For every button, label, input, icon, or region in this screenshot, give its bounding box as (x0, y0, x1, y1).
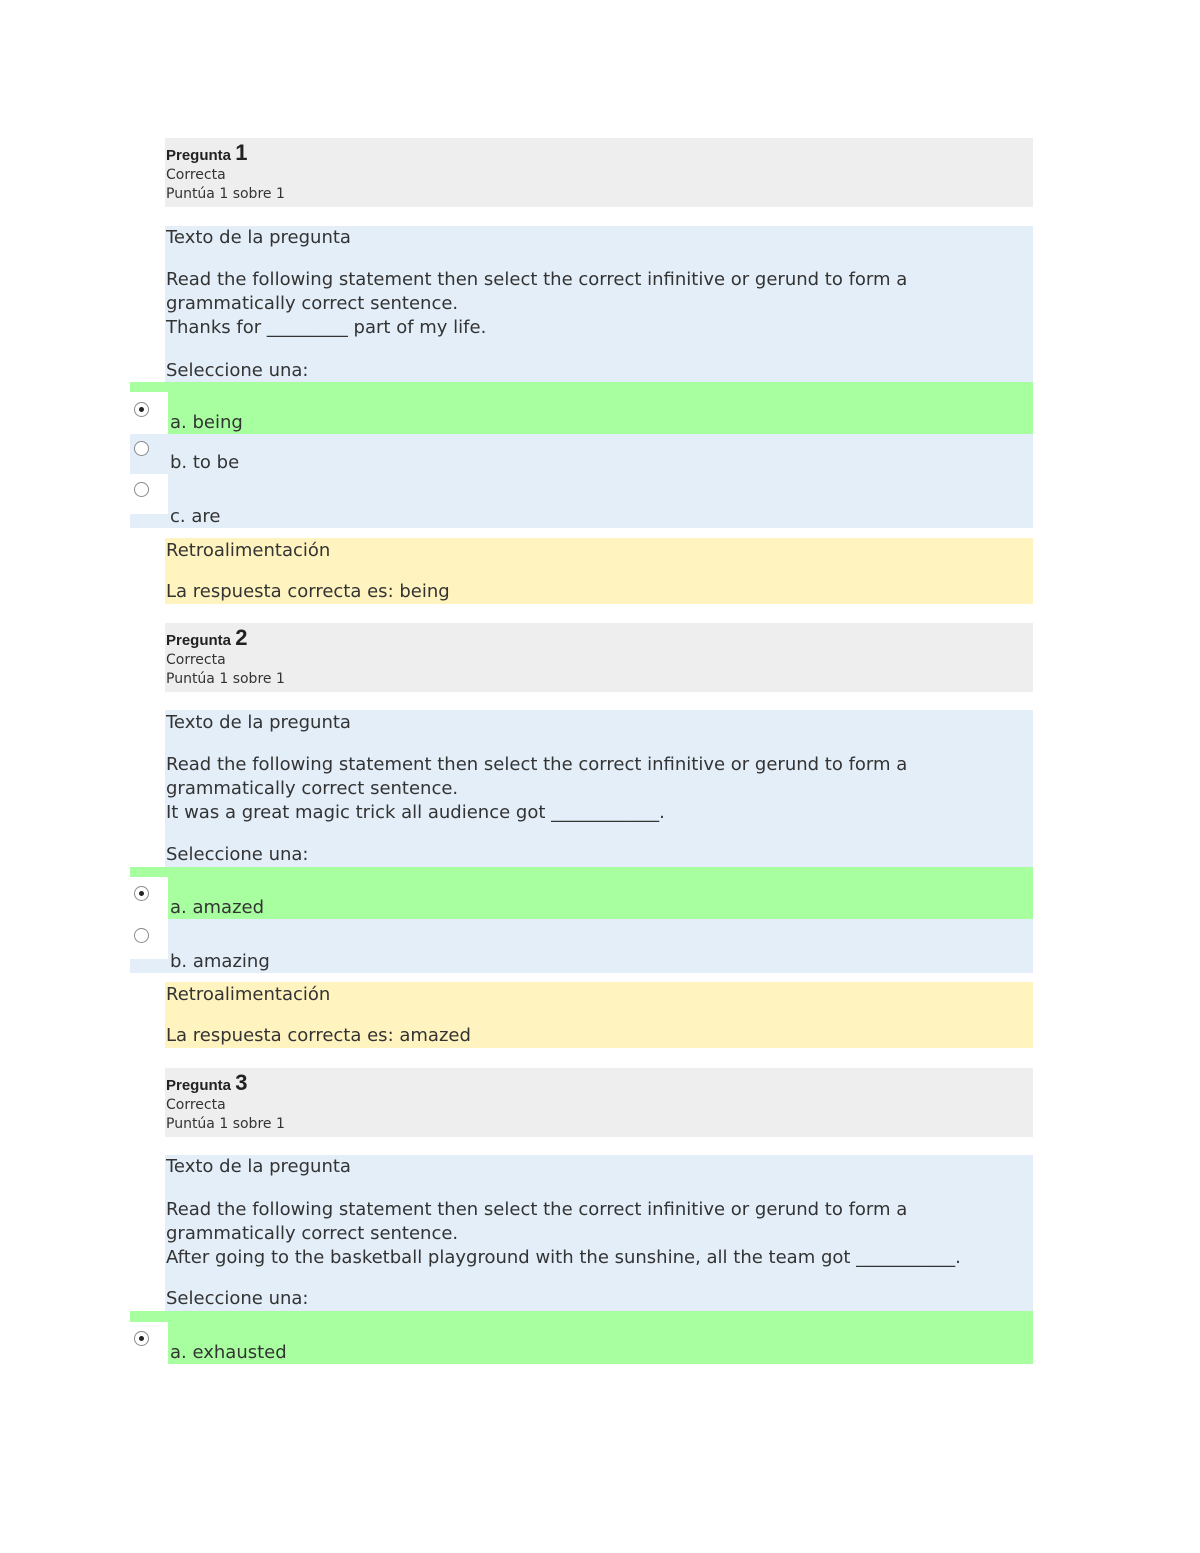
question-text (166, 268, 1026, 340)
question-grade: Puntúa 1 sobre 1 (166, 186, 285, 202)
answer-option-b[interactable] (130, 434, 1033, 474)
question-label: Pregunta (166, 632, 232, 649)
question-state: Correcta (166, 652, 226, 668)
answer-option-a[interactable] (130, 867, 1033, 919)
question-1-info (165, 138, 1033, 207)
question-grade: Puntúa 1 sobre 1 (166, 1116, 285, 1132)
radio-cell (130, 392, 168, 434)
radio-cell (130, 877, 168, 919)
question-number (166, 1072, 1033, 1096)
question-1-feedback (165, 538, 1033, 604)
question-number-value: 1 (235, 140, 248, 165)
question-2-info (165, 623, 1033, 692)
radio-cell (130, 919, 168, 959)
question-1-formulation (165, 226, 1033, 382)
question-1-answers (130, 382, 1033, 528)
question-grade: Puntúa 1 sobre 1 (166, 671, 285, 687)
question-instruction: Read the following statement then select the correct infinitive or gerund to form a grammatically correct sentence. (166, 754, 908, 799)
question-sentence: After going to the basketball playground with the sunshine, all the team got ___________. (166, 1247, 961, 1268)
question-number-value: 3 (235, 1070, 248, 1095)
select-one-label: Seleccione una: (166, 360, 309, 381)
select-one-label: Seleccione una: (166, 844, 309, 865)
question-number (166, 142, 1033, 166)
question-number-value: 2 (235, 625, 248, 650)
question-label: Pregunta (166, 1077, 232, 1094)
question-instruction: Read the following statement then select the correct infinitive or gerund to form a grammatically correct sentence. (166, 1199, 908, 1244)
question-instruction: Read the following statement then select the correct infinitive or gerund to form a grammatically correct sentence. (166, 269, 908, 314)
question-state: Correcta (166, 1097, 226, 1113)
question-3-formulation (165, 1155, 1033, 1311)
radio-cell (130, 474, 168, 514)
answer-option-label: a. exhausted (170, 1342, 287, 1363)
feedback-text: La respuesta correcta es: amazed (166, 1025, 471, 1046)
feedback-title: Retroalimentación (166, 984, 331, 1005)
answer-option-a[interactable] (130, 382, 1033, 434)
question-3-answers (130, 1311, 1033, 1364)
question-2-feedback (165, 982, 1033, 1048)
answer-option-label: a. amazed (170, 897, 265, 918)
radio-cell (130, 1322, 168, 1364)
radio-checked-icon[interactable] (134, 402, 149, 417)
answer-option-label: a. being (170, 412, 243, 433)
answer-option-label: b. to be (170, 452, 240, 473)
radio-unchecked-icon[interactable] (134, 928, 149, 943)
question-sentence: Thanks for _________ part of my life. (166, 317, 487, 338)
question-state: Correcta (166, 167, 226, 183)
answer-option-c[interactable] (130, 474, 1033, 528)
question-sentence: It was a great magic trick all audience got ____________. (166, 802, 665, 823)
question-number (166, 627, 1033, 651)
question-text-label: Texto de la pregunta (166, 227, 351, 248)
answer-option-label: c. are (170, 506, 221, 527)
answer-option-a[interactable] (130, 1311, 1033, 1364)
radio-checked-icon[interactable] (134, 886, 149, 901)
question-2-answers (130, 867, 1033, 973)
radio-checked-icon[interactable] (134, 1331, 149, 1346)
radio-unchecked-icon[interactable] (134, 441, 149, 456)
question-text-label: Texto de la pregunta (166, 712, 351, 733)
question-text (166, 753, 1026, 825)
question-2-formulation (165, 710, 1033, 867)
question-3-info (165, 1068, 1033, 1137)
question-text-label: Texto de la pregunta (166, 1156, 351, 1177)
answer-option-label: b. amazing (170, 951, 270, 972)
answer-option-b[interactable] (130, 919, 1033, 973)
question-text (166, 1198, 1026, 1270)
select-one-label: Seleccione una: (166, 1288, 309, 1309)
feedback-text: La respuesta correcta es: being (166, 581, 450, 602)
radio-unchecked-icon[interactable] (134, 482, 149, 497)
feedback-title: Retroalimentación (166, 540, 331, 561)
question-label: Pregunta (166, 147, 232, 164)
